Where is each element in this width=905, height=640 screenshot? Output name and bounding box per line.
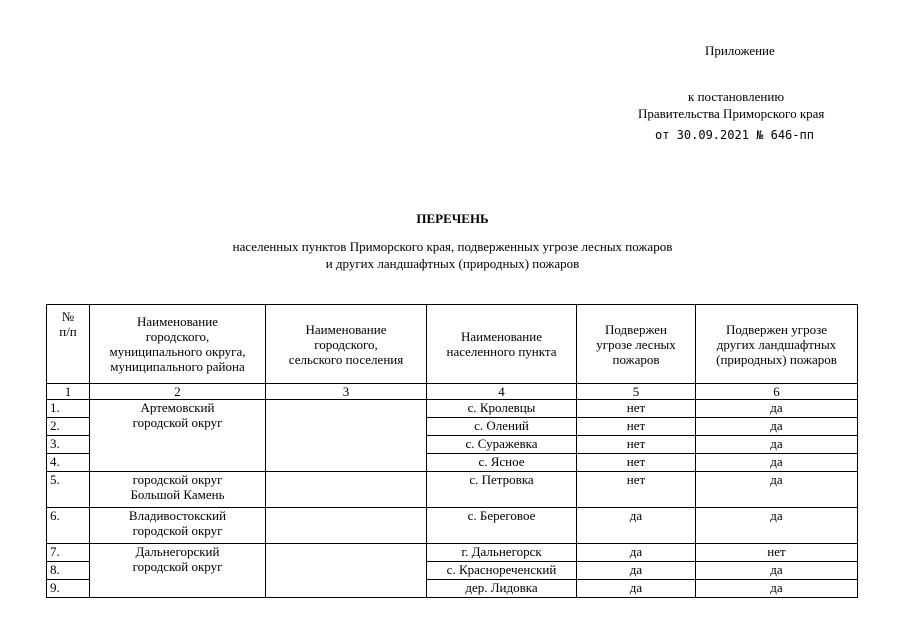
- settlement-body-cell: [266, 544, 427, 598]
- municipality-name-line: городской округ: [132, 523, 223, 538]
- settlement-body-cell: [266, 472, 427, 508]
- row-number: 8.: [47, 562, 90, 580]
- landscape-fire-threat: да: [696, 562, 858, 580]
- row-number: 4.: [47, 454, 90, 472]
- landscape-fire-threat: да: [696, 580, 858, 598]
- appendix-decree-line: к постановлению: [688, 89, 785, 104]
- table-row: [47, 400, 858, 418]
- settlement-name: с. Краснореченский: [427, 562, 577, 580]
- municipality-name-line: Большой Камень: [130, 487, 225, 502]
- header-text-line: Наименование: [305, 321, 387, 337]
- settlement-name: с. Суражевка: [427, 436, 577, 454]
- header-text-line: других ландшафтных: [716, 336, 837, 352]
- forest-fire-threat: да: [577, 544, 696, 562]
- header-text-line: Наименование: [461, 329, 542, 344]
- forest-fire-threat: нет: [577, 418, 696, 436]
- header-settlement-name: [427, 305, 577, 384]
- appendix-government-line: Правительства Приморского края: [638, 106, 825, 121]
- landscape-fire-threat: да: [696, 436, 858, 454]
- document-subtitle-line-2: и других ландшафтных (природных) пожаров: [325, 256, 580, 271]
- settlement-body-cell: [266, 508, 427, 544]
- document-subtitle-line-1: населенных пунктов Приморского края, подверженных угрозе лесных пожаров: [232, 239, 673, 254]
- header-text-line: муниципального района: [110, 359, 245, 374]
- header-forest-fire: [577, 305, 696, 384]
- header-text-line: (природных) пожаров: [716, 351, 837, 367]
- row-number: 3.: [47, 436, 90, 454]
- settlement-name: с. Петровка: [427, 472, 577, 508]
- municipality-name-line: городской округ: [132, 559, 223, 574]
- header-text-line: населенного пункта: [446, 344, 557, 359]
- header-text-line: городского,: [314, 336, 378, 352]
- header-text-line: Наименование: [137, 314, 218, 329]
- heading-text: ПЕРЕЧЕНЬ: [416, 211, 489, 226]
- header-text-line: Подвержен угрозе: [726, 321, 827, 337]
- forest-fire-threat: нет: [577, 400, 696, 418]
- row-number: 2.: [47, 418, 90, 436]
- row-number: 7.: [47, 544, 90, 562]
- table-header-row: [47, 305, 858, 384]
- header-text-line: №: [61, 309, 75, 324]
- settlement-name: дер. Лидовка: [427, 580, 577, 598]
- municipality-name-line: городской округ: [132, 415, 223, 430]
- municipality-name-line: городской округ: [132, 472, 223, 487]
- table-row: [47, 508, 858, 544]
- header-text-line: Подвержен: [605, 321, 667, 337]
- header-text-line: сельского поселения: [288, 351, 404, 367]
- appendix-label: Приложение: [705, 43, 775, 58]
- header-text-line: угрозе лесных: [596, 336, 676, 352]
- settlement-name: с. Береговое: [427, 508, 577, 544]
- forest-fire-threat: да: [577, 580, 696, 598]
- settlement-name: с. Кролевцы: [427, 400, 577, 418]
- settlement-name: с. Олений: [427, 418, 577, 436]
- forest-fire-threat: нет: [577, 436, 696, 454]
- landscape-fire-threat: да: [696, 508, 858, 544]
- municipality-cell: [90, 544, 266, 598]
- column-number: 6: [696, 384, 858, 400]
- header-settlement-body: [266, 305, 427, 384]
- row-number: 5.: [47, 472, 90, 508]
- landscape-fire-threat: да: [696, 454, 858, 472]
- forest-fire-threat: нет: [577, 472, 696, 508]
- table-row: [47, 472, 858, 508]
- document-heading: [0, 210, 905, 227]
- table-row: [47, 544, 858, 562]
- municipality-cell: [90, 400, 266, 472]
- row-number: 1.: [47, 400, 90, 418]
- municipality-name-line: Владивостокский: [128, 508, 227, 523]
- landscape-fire-threat: да: [696, 472, 858, 508]
- column-number: 2: [90, 384, 266, 400]
- header-number: [47, 305, 90, 384]
- forest-fire-threat: нет: [577, 454, 696, 472]
- row-number: 9.: [47, 580, 90, 598]
- settlement-name: с. Ясное: [427, 454, 577, 472]
- municipality-name-line: Дальнегорский: [135, 544, 220, 559]
- municipality-cell: [90, 472, 266, 508]
- header-text-line: п/п: [59, 324, 77, 339]
- municipality-name-line: Артемовский: [140, 400, 215, 415]
- appendix-date-number: от 30.09.2021 № 646-пп: [655, 128, 814, 142]
- row-number: 6.: [47, 508, 90, 544]
- landscape-fire-threat: нет: [696, 544, 858, 562]
- column-number-row: [47, 384, 858, 400]
- header-landscape-fire: [696, 305, 858, 384]
- settlement-name: г. Дальнегорск: [427, 544, 577, 562]
- forest-fire-threat: да: [577, 562, 696, 580]
- column-number: 5: [577, 384, 696, 400]
- landscape-fire-threat: да: [696, 418, 858, 436]
- municipality-cell: [90, 508, 266, 544]
- settlements-table: [46, 304, 858, 598]
- header-text-line: городского,: [145, 329, 210, 344]
- header-text-line: муниципального округа,: [109, 344, 246, 359]
- column-number: 1: [47, 384, 90, 400]
- header-municipality: [90, 305, 266, 384]
- settlement-body-cell: [266, 400, 427, 472]
- header-text-line: пожаров: [612, 351, 660, 367]
- forest-fire-threat: да: [577, 508, 696, 544]
- column-number: 4: [427, 384, 577, 400]
- landscape-fire-threat: да: [696, 400, 858, 418]
- column-number: 3: [266, 384, 427, 400]
